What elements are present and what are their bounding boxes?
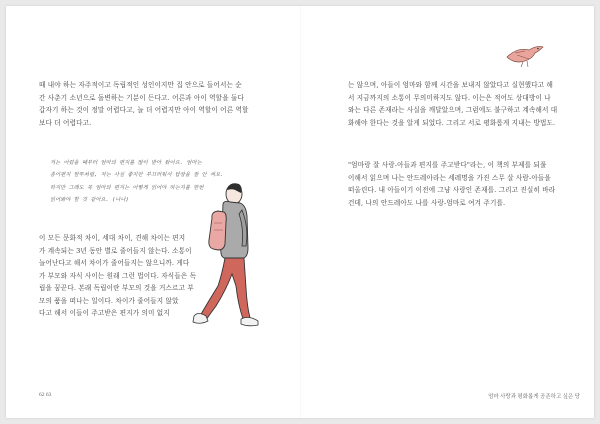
text-line: 립을 꿈꾼다. 본래 독립이란 부모의 것을 거스르고 부 <box>39 284 194 292</box>
text-line: "엄마랑 잘 사랑-아들과 편지를 주고받다"라는, 이 책의 부제를 되풀 <box>348 161 547 169</box>
text-line: 이해서 읽으며 나는 안드레아라는 세레명을 가진 스무 살 사람-아들을 <box>348 173 551 182</box>
left-paragraph-1 <box>39 79 249 129</box>
text-line: 보다 더 어렵다고. <box>39 118 92 127</box>
text-line: 떠올린다. 내 아들이기 이전에 그냥 사랑인 존재를. 그리고 진실히 바라 <box>348 186 556 194</box>
text-line: 모의 품을 떠나는 일이다. 차이가 줄어들지 않았 <box>39 296 179 305</box>
text-line: 늘어난다고 해서 차이가 줄어들지는 않으니까. 게다 <box>39 259 190 267</box>
text-line: 서 지금까지의 소통이 무의미하지도 않다. 이는은 적어도 상대방이 나 <box>348 93 551 102</box>
bird-illustration <box>503 41 549 69</box>
text-line: 와는 다른 존재라는 사실을 깨달았으며, 그럼에도 불구하고 계속해서 대 <box>348 106 558 114</box>
walking-person-illustration <box>186 178 281 338</box>
text-line: 때 내야 하는 자주적이고 독립적인 성인이지만 집 안으로 들어서는 순 <box>39 81 242 89</box>
handwritten-line: 하지만 그래도 꼭 엄마의 편지는 어떻게 읽어야 하는지를 한번 <box>50 184 204 191</box>
pants <box>200 258 250 320</box>
handwritten-line: 읽어봐야 할 것 같아요. (나나) <box>50 197 129 204</box>
gutter-shadow <box>300 6 301 418</box>
handwritten-line: 종이편지 말투처럼, 저는 사실 좋지만 부끄러워서 답장을 잘 안 써요. <box>50 172 224 179</box>
text-line: 가 계속되는 3년 동안 별로 줄어들지 않는다. 소통이 <box>39 246 192 255</box>
handwritten-line: 저는 어렸을 때부터 엄마의 편지를 많이 받아 왔어요. 엄마는 <box>50 160 202 166</box>
text-line: 다고 해서 이들이 주고받은 편지가 의미 없지 <box>39 309 170 317</box>
page-numbers: 62 63 <box>39 392 52 398</box>
running-footer: 엄마 사랑과 평화롭게 공존하고 싶은 당 <box>488 394 580 400</box>
text-line: 는 않으며, 아들이 엄마와 함께 시간을 보내지 않았다고 실현했다고 해 <box>348 81 554 89</box>
right-paragraph-2 <box>348 159 555 209</box>
text-line: 건데, 나의 안드레아도 나를 사랑-엄마로 여겨 주기를. <box>348 198 506 207</box>
text-line: 간 사춘기 소년으로 돌변하는 기분이 든다고. 어른과 아이 역할을 둘다 <box>39 93 245 102</box>
right-paragraph-1 <box>348 79 557 129</box>
text-line: 이 모든 문화적 차이, 세대 차이, 견해 차이는 편지 <box>39 234 186 242</box>
text-line: 가 부모와 자식 사이는 원래 그런 법이다. 자식들은 독 <box>39 271 197 280</box>
left-paragraph-2 <box>39 232 196 320</box>
book-spread <box>6 6 594 418</box>
text-line: 화해야 한다는 것을 알게 되었다. 그리고 서로 평화롭게 지내는 방법도. <box>348 118 556 127</box>
backpack <box>209 211 226 250</box>
text-line: 갑자기 하는 것이 정말 어렵다고, 늘 더 어렵지만 아이 역할이 어른 역할 <box>39 106 249 114</box>
